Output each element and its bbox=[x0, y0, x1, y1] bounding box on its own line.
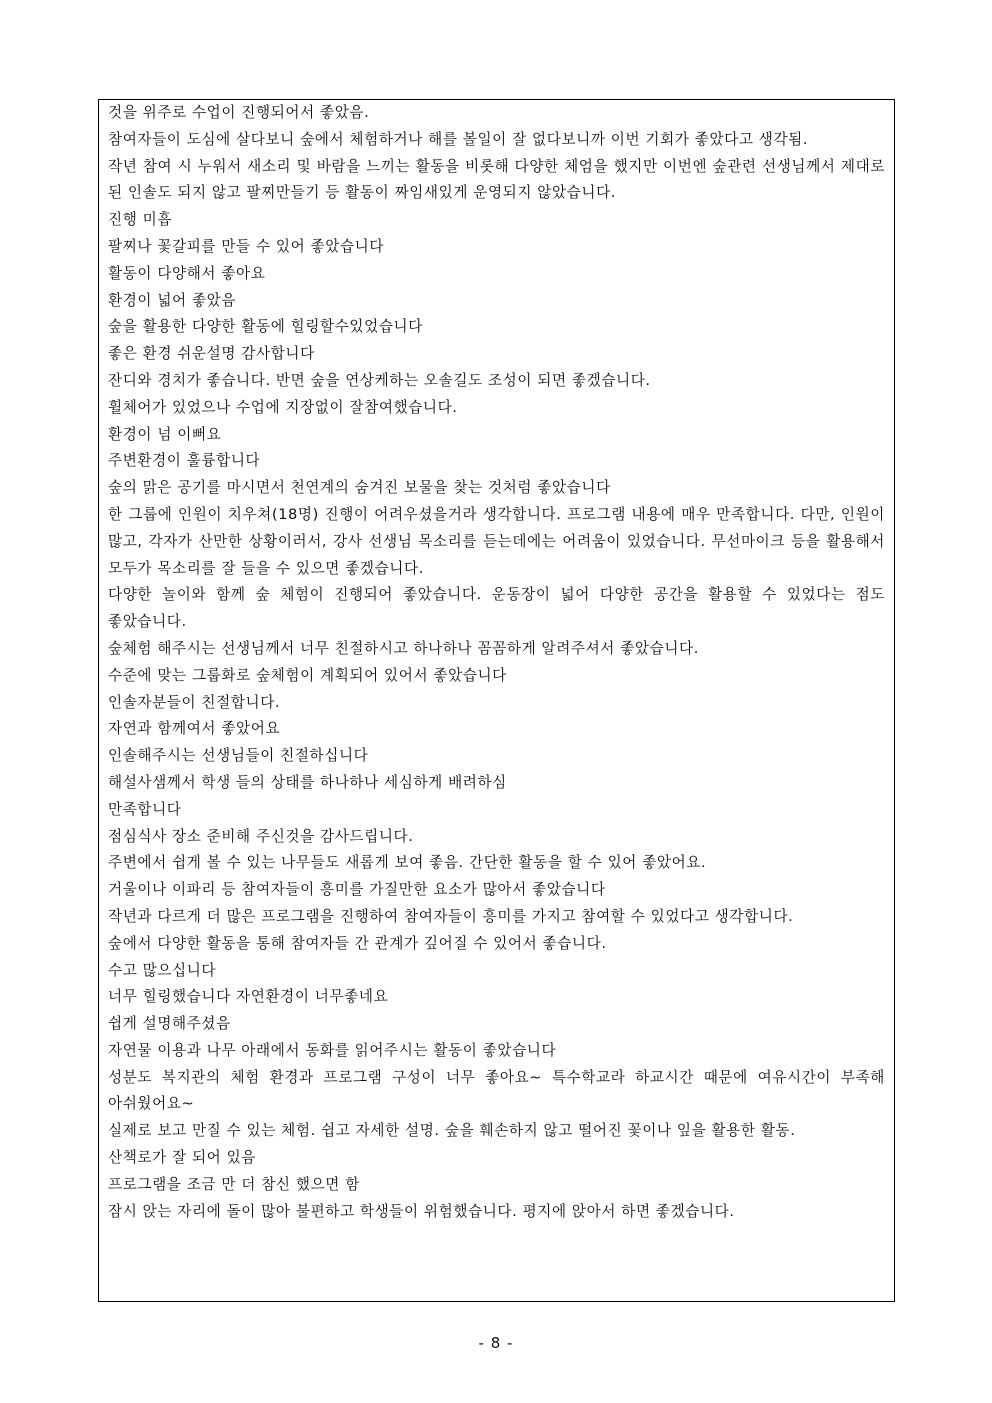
comment-entry: 숲에서 다양한 활동을 통해 참여자들 간 관계가 깊어질 수 있어서 좋습니다. bbox=[108, 934, 607, 952]
comment-entry: 숲체험 해주시는 선생님께서 너무 친절하시고 하나하나 꼼꼼하게 알려주셔서 좋았습니다. bbox=[108, 639, 699, 657]
page-number: - 8 - bbox=[478, 1334, 514, 1352]
comment-entry: 활동이 다양해서 좋아요 bbox=[108, 264, 266, 282]
comment-entry: 잠시 앉는 자리에 돌이 많아 불편하고 학생들이 위험했습니다. 평지에 앉아서 하면 좋겠습니다. bbox=[108, 1202, 735, 1220]
comment-entry: 너무 힐링했습니다 자연환경이 너무좋네요 bbox=[108, 988, 389, 1006]
comment-entry: 환경이 넘 이뻐요 bbox=[108, 425, 222, 443]
comment-entry: 팔찌나 꽃갈피를 만들 수 있어 좋았습니다 bbox=[108, 237, 385, 255]
comment-entry: 자연과 함께여서 좋았어요 bbox=[108, 720, 281, 738]
comment-entry: 환경이 넓어 좋았음 bbox=[108, 291, 237, 309]
comment-entry: 인솔해주시는 선생님들이 친절하십니다 bbox=[108, 747, 369, 765]
comment-entry: 쉽게 설명해주셨음 bbox=[108, 1015, 231, 1033]
comment-entry: 숲의 맑은 공기를 마시면서 천연계의 숨겨진 보물을 찾는 것처럼 좋았습니다 bbox=[108, 479, 611, 497]
comment-entry: 해설사샘께서 학생 들의 상태를 하나하나 세심하게 배려하심 bbox=[108, 773, 507, 791]
comment-entry: 참여자들이 도심에 살다보니 숲에서 체험하거나 해를 볼일이 잘 없다보니까 이번 기회가 좋았다고 생각됨. bbox=[108, 130, 809, 148]
comment-entry: 거울이나 이파리 등 참여자들이 흥미를 가질만한 요소가 많아서 좋았습니다 bbox=[108, 881, 606, 899]
comment-entry: 숲을 활용한 다양한 활동에 힐링할수있었습니다 bbox=[108, 318, 423, 336]
comment-entry: 점심식사 장소 준비해 주신것을 감사드립니다. bbox=[108, 827, 414, 845]
comment-entry: 만족합니다 bbox=[108, 800, 182, 818]
comment-entry: 프로그램을 조금 만 더 참신 했으면 함 bbox=[108, 1175, 360, 1193]
comment-entry: 주변에서 쉽게 볼 수 있는 나무들도 새롭게 보여 좋음. 간단한 활동을 할 수 있어 좋았어요. bbox=[108, 854, 707, 872]
comment-entry: 좋은 환경 쉬운설명 감사합니다 bbox=[108, 345, 315, 363]
comment-entry: 한 그룹에 인원이 치우쳐(18명) 진행이 어려우셨을거라 생각합니다. 프로그램 내용에 매우 만족합니다. 다만, 인원이 많고, 각자가 산만한 상황이러서, 강사 선생님 목소리를 듣는데에는 어려움이 있었습니다. 무선마이크 등을 활용해서 모두가 목소리를 잘 들을 수 있으면 좋겠습니다. bbox=[108, 505, 885, 577]
comment-entry: 성분도 복지관의 체험 환경과 프로그램 구성이 너무 좋아요~ 특수학교라 하교시간 때문에 여유시간이 부족해 아쉬웠어요~ bbox=[108, 1068, 885, 1113]
comments-table bbox=[98, 99, 895, 1302]
comment-entry: 수고 많으십니다 bbox=[108, 961, 217, 979]
comment-entry: 휠체어가 있었으나 수업에 지장없이 잘참여했습니다. bbox=[108, 398, 458, 416]
comment-entry: 다양한 놀이와 함께 숲 체험이 진행되어 좋았습니다. 운동장이 넓어 다양한 공간을 활용할 수 있었다는 점도 좋았습니다. bbox=[108, 586, 885, 631]
comment-entry: 수준에 맞는 그룹화로 숲체험이 계획되어 있어서 좋았습니다 bbox=[108, 666, 507, 684]
comment-entry: 자연물 이용과 나무 아래에서 동화를 읽어주시는 활동이 좋았습니다 bbox=[108, 1041, 557, 1059]
comment-entry: 작년과 다르게 더 많은 프로그램을 진행하여 참여자들이 흥미를 가지고 참여할 수 있었다고 생각합니다. bbox=[108, 907, 794, 925]
comment-entry: 작년 참여 시 누워서 새소리 및 바람을 느끼는 활동을 비롯해 다양한 체엄을 했지만 이번엔 숲관련 선생님께서 제대로 된 인솔도 되지 않고 팔찌만들기 등 활동이 짜임새있게 운영되지 않았습니다. bbox=[108, 157, 885, 202]
comment-entry: 것을 위주로 수업이 진행되어서 좋았음. bbox=[108, 104, 370, 121]
comment-entry: 실제로 보고 만질 수 있는 체험. 쉽고 자세한 설명. 숲을 훼손하지 않고 떨어진 꽃이나 잎을 활용한 활동. bbox=[108, 1122, 796, 1140]
comment-entry: 산책로가 잘 되어 있음 bbox=[108, 1149, 256, 1167]
comment-entry: 진행 미흡 bbox=[108, 211, 173, 229]
comment-entry: 주변환경이 훌륭합니다 bbox=[108, 452, 261, 470]
comment-entry: 잔디와 경치가 좋습니다. 반면 숲을 연상케하는 오솔길도 조성이 되면 좋겠습니다. bbox=[108, 371, 651, 389]
comment-entry: 인솔자분들이 친절합니다. bbox=[108, 693, 281, 711]
